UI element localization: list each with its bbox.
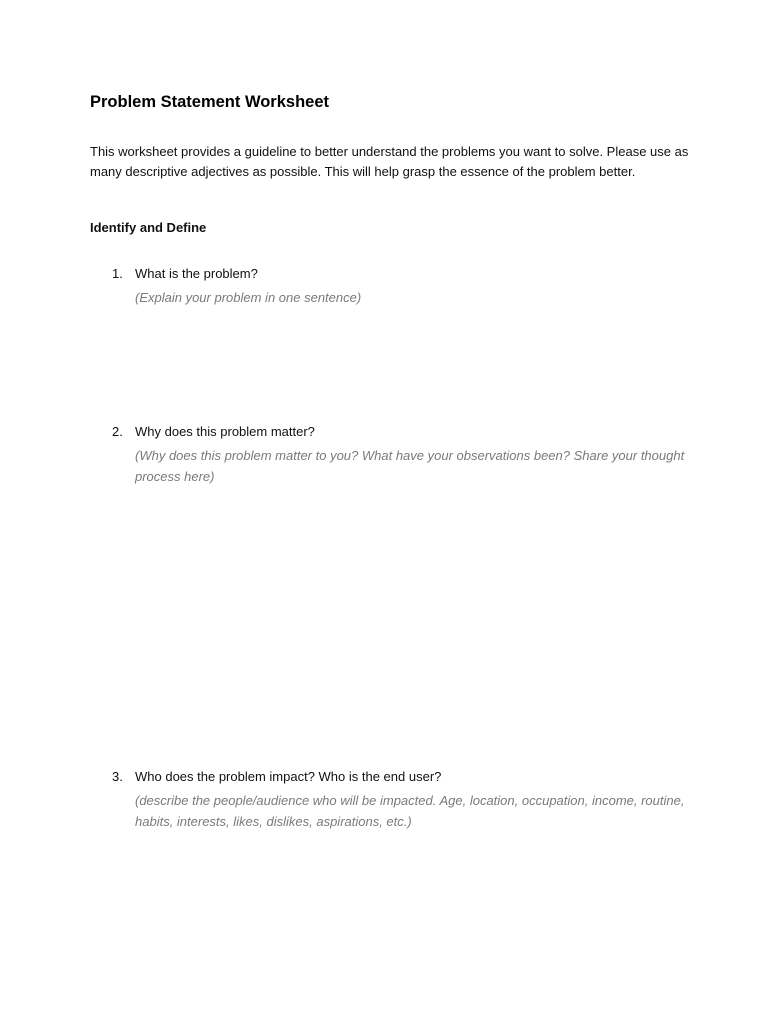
question-line xyxy=(90,264,690,284)
question-hint: (Explain your problem in one sentence) xyxy=(135,289,362,305)
question-item-3 xyxy=(90,767,690,832)
intro-paragraph: This worksheet provides a guideline to better understand the problems you want to solve. Please use as many descriptive adjectives as possible. This will help grasp the essence of the problem better. xyxy=(90,144,689,179)
question-line xyxy=(90,422,690,442)
question-hint: (describe the people/audience who will be impacted. Age, location, occupation, income, routine, habits, interests, likes, dislikes, aspirations, etc.) xyxy=(135,792,685,829)
question-item-1 xyxy=(90,264,690,308)
question-hint: (Why does this problem matter to you? What have your observations been? Share your thought process here) xyxy=(135,447,685,484)
question-text: Why does this problem matter? xyxy=(135,424,315,439)
question-line xyxy=(90,767,690,787)
section-heading: Identify and Define xyxy=(90,220,207,235)
question-item-2 xyxy=(90,422,690,487)
question-number: 2. xyxy=(112,424,123,439)
question-text: Who does the problem impact? Who is the end user? xyxy=(135,769,442,784)
question-number: 1. xyxy=(112,266,123,281)
page-title: Problem Statement Worksheet xyxy=(90,93,330,111)
question-number: 3. xyxy=(112,769,123,784)
question-text: What is the problem? xyxy=(135,266,258,281)
